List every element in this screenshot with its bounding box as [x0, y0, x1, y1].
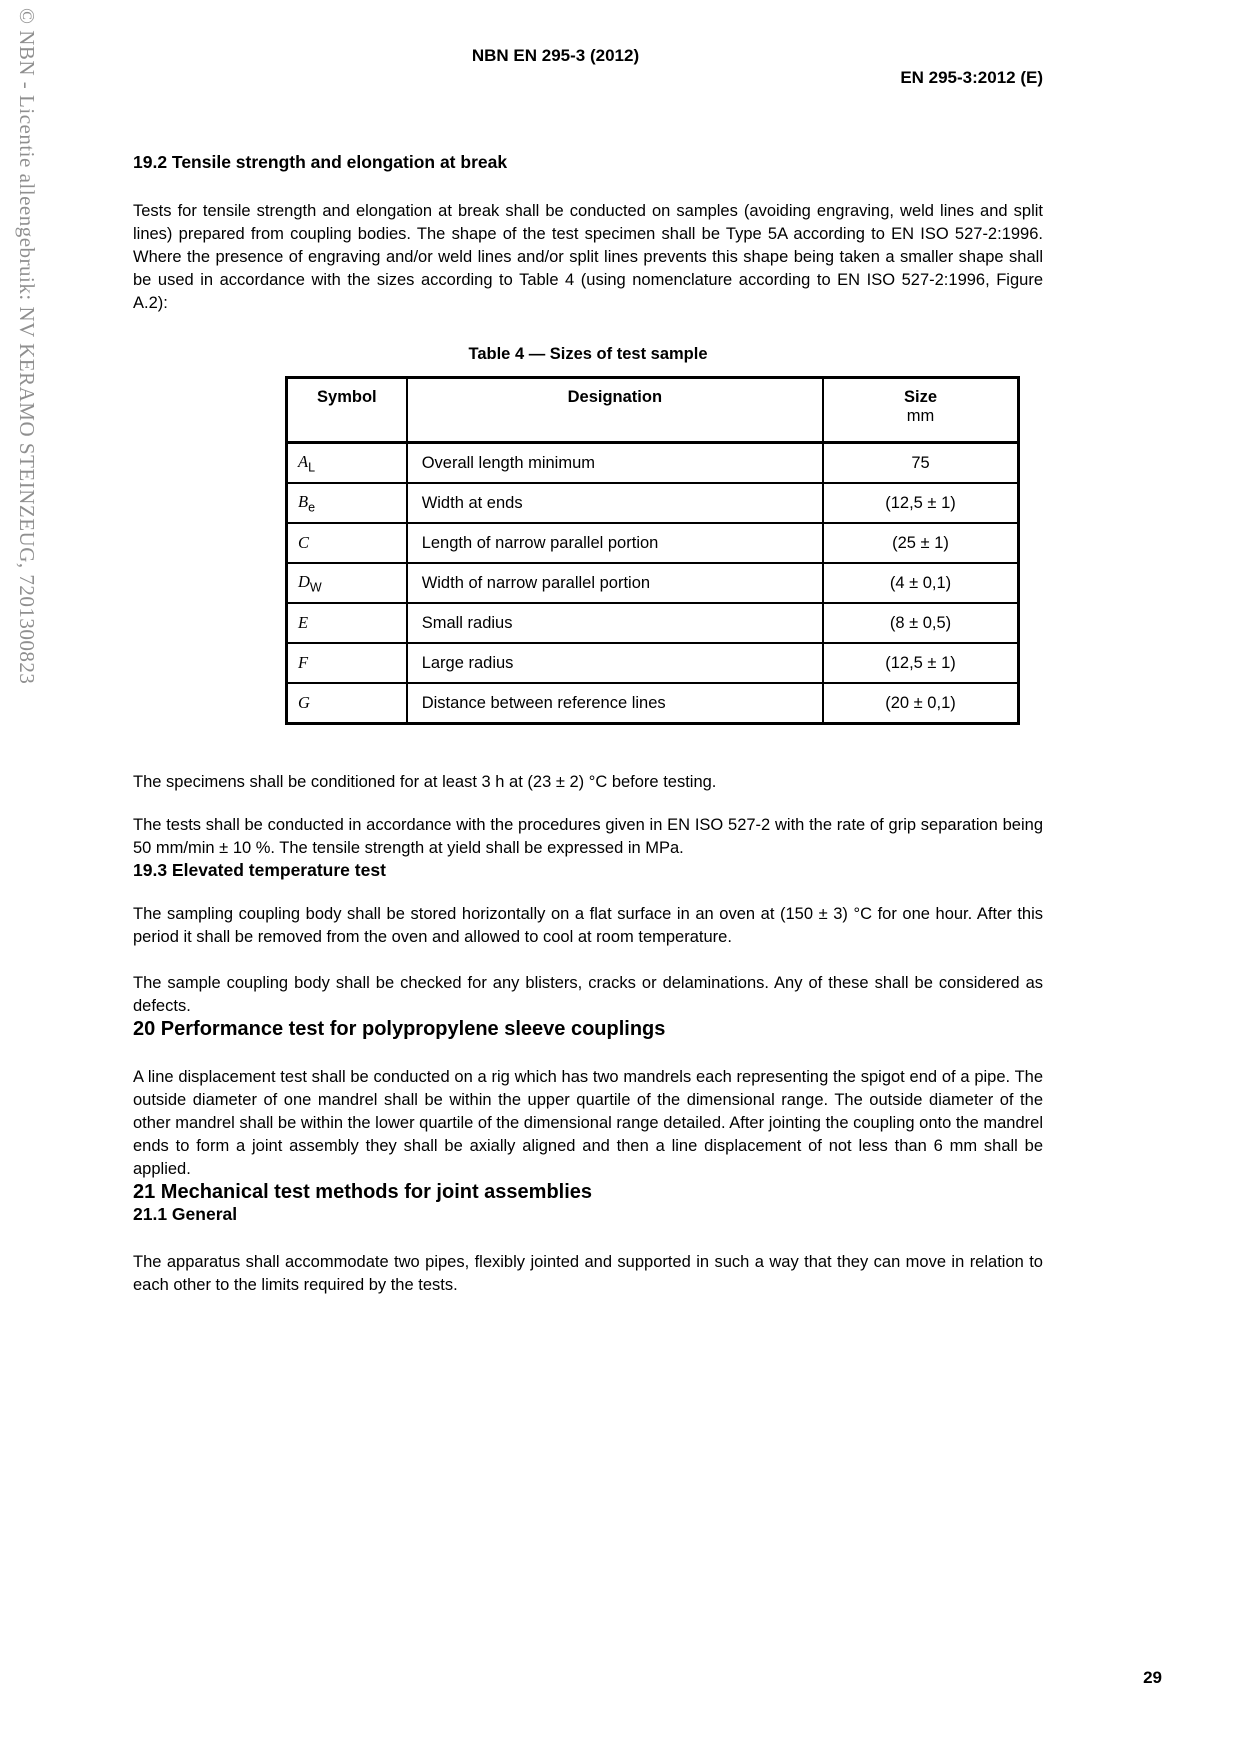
symbol-cell: F	[287, 643, 407, 683]
column-header-size-unit: mm	[906, 407, 935, 425]
section-19-2-heading: 19.2 Tensile strength and elongation at break	[133, 152, 508, 172]
size-cell: 75	[823, 443, 1019, 484]
table-row	[287, 483, 1019, 523]
page-number: 29	[1143, 1668, 1162, 1687]
table-body	[287, 443, 1019, 724]
page-content	[133, 0, 1043, 1297]
size-cell: (25 ± 1)	[823, 523, 1019, 563]
symbol-cell: $B_e$	[287, 483, 407, 523]
test-procedure-paragraph: The tests shall be conducted in accordance with the procedures given in EN ISO 527-2 with the rate of grip separation being 50 mm/min ± 10 %. The tensile strength at yield shall be expressed in MPa.	[133, 816, 1043, 857]
column-header-size-label: Size	[903, 388, 938, 406]
section-19-3-heading: 19.3 Elevated temperature test	[133, 860, 386, 880]
symbol-cell: $A_L$	[287, 443, 407, 484]
section-19-3-paragraph-2: The sample coupling body shall be checked for any blisters, cracks or delaminations. Any of these shall be considered as defects.	[133, 974, 1043, 1015]
symbol-cell: E	[287, 603, 407, 643]
designation-cell: Length of narrow parallel portion	[407, 523, 823, 563]
size-cell: (4 ± 0,1)	[823, 563, 1019, 603]
designation-cell: Overall length minimum	[407, 443, 823, 484]
section-20-heading: 20 Performance test for polypropylene sleeve couplings	[133, 1018, 666, 1040]
size-cell: (12,5 ± 1)	[823, 643, 1019, 683]
designation-cell: Distance between reference lines	[407, 683, 823, 724]
table-4-caption: Table 4 — Sizes of test sample	[468, 345, 708, 363]
section-21-heading: 21 Mechanical test methods for joint assemblies	[133, 1181, 593, 1203]
table-row	[287, 443, 1019, 484]
section-19-2-paragraph: Tests for tensile strength and elongation at break shall be conducted on samples (avoiding engraving, weld lines and split lines) prepared from coupling bodies. The shape of the test specimen shall be Type 5A according to EN ISO 527-2:1996. Where the presence of engraving and/or weld lines and/or split lines prevents this shape being taken a smaller shape shall be used in accordance with the sizes according to Table 4 (using nomenclature according to EN ISO 527-2:1996, Figure A.2):	[133, 202, 1043, 312]
section-21-1-heading: 21.1 General	[133, 1204, 238, 1224]
section-19-3-paragraph-1: The sampling coupling body shall be stored horizontally on a flat surface in an oven at (150 ± 3) °C for one hour. After this period it shall be removed from the oven and allowed to cool at room temperature.	[133, 905, 1043, 946]
table-row	[287, 523, 1019, 563]
designation-cell: Width at ends	[407, 483, 823, 523]
table-row	[287, 643, 1019, 683]
designation-cell: Large radius	[407, 643, 823, 683]
designation-cell: Small radius	[407, 603, 823, 643]
size-cell: (12,5 ± 1)	[823, 483, 1019, 523]
symbol-cell: C	[287, 523, 407, 563]
column-header-symbol: Symbol	[287, 378, 407, 443]
conditioning-paragraph: The specimens shall be conditioned for at least 3 h at (23 ± 2) °C before testing.	[133, 773, 717, 791]
symbol-cell: $D_W$	[287, 563, 407, 603]
column-header-size	[823, 378, 1019, 443]
table-row	[287, 683, 1019, 724]
section-20-paragraph: A line displacement test shall be conducted on a rig which has two mandrels each representing the spigot end of a pipe. The outside diameter of one mandrel shall be within the upper quartile of the dimensional range. The outside diameter of the other mandrel shall be within the lower quartile of the dimensional range detailed. After jointing the coupling onto the mandrel ends to form a joint assembly they shall be axially aligned and then a line displacement of not less than 6 mm shall be applied.	[133, 1068, 1043, 1178]
section-21-1-paragraph: The apparatus shall accommodate two pipes, flexibly jointed and supported in such a way that they can move in relation to each other to the limits required by the tests.	[133, 1253, 1043, 1294]
table-row	[287, 563, 1019, 603]
header-standard-code: EN 295-3:2012 (E)	[900, 68, 1043, 87]
size-cell: (20 ± 0,1)	[823, 683, 1019, 724]
column-header-designation: Designation	[407, 378, 823, 443]
copyright-license-vertical-text: © NBN - Licentie alleengebruik: NV KERAMO STEINZEUG, 7201300823	[15, 8, 39, 685]
table-row	[287, 603, 1019, 643]
table-header-row	[287, 378, 1019, 443]
table-4-sizes-of-test-sample	[285, 376, 1020, 725]
symbol-cell: G	[287, 683, 407, 724]
header-document-reference: NBN EN 295-3 (2012)	[471, 46, 640, 65]
size-cell: (8 ± 0,5)	[823, 603, 1019, 643]
designation-cell: Width of narrow parallel portion	[407, 563, 823, 603]
